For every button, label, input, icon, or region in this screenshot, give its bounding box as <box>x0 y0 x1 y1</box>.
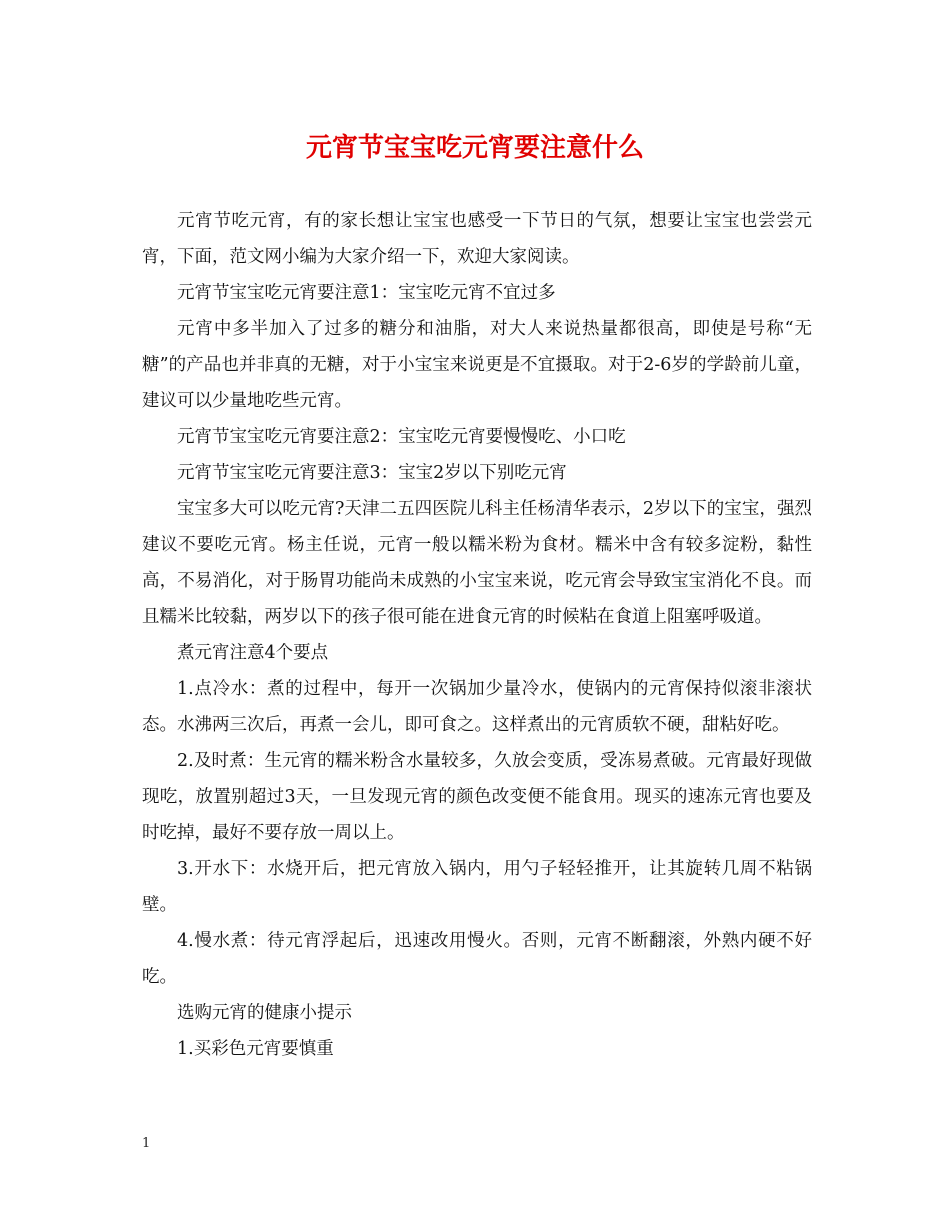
paragraph-note-3-heading: 元宵节宝宝吃元宵要注意3：宝宝2岁以下别吃元宵 <box>177 463 567 483</box>
document-body <box>142 203 812 1067</box>
page-number: 1 <box>142 1136 151 1151</box>
paragraph-note-1-body: 元宵中多半加入了过多的糖分和油脂，对大人来说热量都很高，即使是号称“无糖”的产品也并非真的无糖，对于小宝宝来说更是不宜摄取。对于2-6岁的学龄前儿童，建议可以少量地吃些元宵。 <box>142 319 812 411</box>
paragraph-note-3-body: 宝宝多大可以吃元宵?天津二五四医院儿科主任杨清华表示，2岁以下的宝宝，强烈建议不要吃元宵。杨主任说，元宵一般以糯米粉为食材。糯米中含有较多淀粉，黏性高，不易消化，对于肠胃功能尚未成熟的小宝宝来说，吃元宵会导致宝宝消化不良。而且糯米比较黏，两岁以下的孩子很可能在进食元宵的时候粘在食道上阻塞呼吸道。 <box>142 499 812 627</box>
paragraph-cooking-point-4: 4.慢水煮：待元宵浮起后，迅速改用慢火。否则，元宵不断翻滚，外熟内硬不好吃。 <box>142 931 812 987</box>
paragraph-buying-point-1: 1.买彩色元宵要慎重 <box>177 1039 334 1059</box>
page-title: 元宵节宝宝吃元宵要注意什么 <box>305 133 644 163</box>
paragraph-buying-heading: 选购元宵的健康小提示 <box>177 1003 352 1023</box>
paragraph-intro: 元宵节吃元宵，有的家长想让宝宝也感受一下节日的气氛，想要让宝宝也尝尝元宵，下面，范文网小编为大家介绍一下，欢迎大家阅读。 <box>142 211 812 267</box>
paragraph-note-1-heading: 元宵节宝宝吃元宵要注意1：宝宝吃元宵不宜过多 <box>177 283 556 303</box>
paragraph-cooking-point-3: 3.开水下：水烧开后，把元宵放入锅内，用勺子轻轻推开，让其旋转几周不粘锅壁。 <box>142 859 812 915</box>
paragraph-cooking-point-1: 1.点冷水：煮的过程中，每开一次锅加少量冷水，使锅内的元宵保持似滚非滚状态。水沸两三次后，再煮一会儿，即可食之。这样煮出的元宵质软不硬，甜粘好吃。 <box>142 679 812 735</box>
paragraph-cooking-point-2: 2.及时煮：生元宵的糯米粉含水量较多，久放会变质，受冻易煮破。元宵最好现做现吃，放置别超过3天，一旦发现元宵的颜色改变便不能食用。现买的速冻元宵也要及时吃掉，最好不要存放一周以上。 <box>142 751 812 843</box>
paragraph-cooking-heading: 煮元宵注意4个要点 <box>177 643 329 663</box>
paragraph-note-2-heading: 元宵节宝宝吃元宵要注意2：宝宝吃元宵要慢慢吃、小口吃 <box>177 427 626 447</box>
